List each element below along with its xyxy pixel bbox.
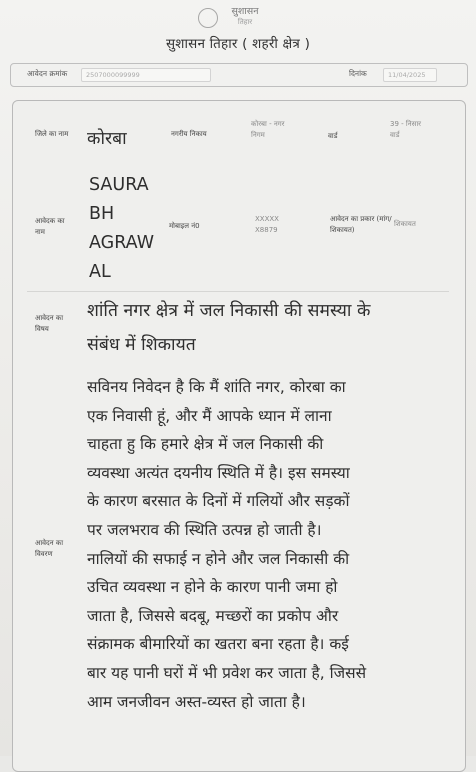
date-label: दिनांक: [349, 69, 367, 78]
application-type-label: आवेदन का प्रकार (मांग/शिकायत): [330, 215, 392, 234]
body-type-value: कोरबा - नगर निगम: [251, 120, 285, 139]
application-type-value: शिकायत: [394, 220, 416, 228]
divider: [27, 291, 449, 292]
subject-label: आवेदन का विषय: [35, 314, 64, 333]
details-label: आवेदन का विवरण: [35, 539, 64, 558]
details-line-10: संक्रामक बीमारियों का खतरा बना रहता है। कई: [87, 635, 349, 654]
details-line-8: उचित व्यवस्था न होने के कारण पानी जमा हो: [87, 578, 338, 597]
details-line-4: व्यवस्था अत्यंत दयनीय स्थिति में है। इस समस्या: [87, 463, 350, 482]
details-line-7: नालियों की सफाई न होने और जल निकासी की: [87, 549, 350, 568]
details-line-12: आम जनजीवन अस्त-व्यस्त हो जाता है।: [87, 692, 306, 711]
subject-line-1: शांति नगर क्षेत्र में जल निकासी की समस्या के: [87, 301, 371, 321]
ward-label: वार्ड: [328, 132, 338, 140]
details-line-5: के कारण बरसात के दिनों में गलियों और सड़कों: [87, 492, 350, 511]
application-number-field: 2507000099999: [81, 68, 211, 82]
mobile-label: मोबाइल नं0: [169, 222, 200, 230]
applicant-name-line-4: AL: [89, 262, 111, 282]
logo: [196, 4, 276, 34]
mobile-value: XXXXX X8879: [255, 215, 279, 234]
details-line-1: सविनय निवेदन है कि मैं शांति नगर, कोरबा का: [87, 378, 346, 396]
ward-value: 39 - निसार वार्ड: [390, 120, 421, 139]
applicant-name-line-3: AGRAW: [89, 233, 154, 253]
details-line-3: चाहता हु कि हमारे क्षेत्र में जल निकासी की: [87, 435, 324, 454]
logo-emblem-icon: [198, 8, 218, 28]
details-line-2: एक निवासी हूं, और मैं आपके ध्यान में लाना: [87, 406, 332, 425]
details-line-9: जाता है, जिससे बदबू, मच्छरों का प्रकोप और: [87, 606, 339, 625]
application-bar: [10, 63, 468, 87]
applicant-name-line-2: BH: [89, 204, 115, 224]
logo-name: सुशासन: [231, 6, 259, 17]
date-field: 11/04/2025: [383, 68, 437, 82]
body-type-label: नगरीय निकाय: [171, 130, 207, 138]
logo-subtitle: तिहार: [237, 18, 253, 26]
district-label: जिले का नाम: [35, 130, 69, 138]
application-number-label: आवेदन क्रमांक: [27, 69, 68, 78]
subject-line-2: संबंध में शिकायत: [87, 335, 196, 355]
applicant-name-line-1: SAURA: [89, 175, 149, 195]
details-line-6: पर जलभराव की स्थिति उत्पन्न हो जाती है।: [87, 521, 322, 539]
page-title: सुशासन तिहार ( शहरी क्षेत्र ): [165, 36, 311, 52]
applicant-name-label: आवेदक का नाम: [35, 217, 65, 236]
district-value: कोरबा: [87, 129, 127, 149]
application-form: [12, 100, 466, 772]
details-line-11: बार यह पानी घरों में भी प्रवेश कर जाता है, जिससे: [87, 664, 367, 682]
